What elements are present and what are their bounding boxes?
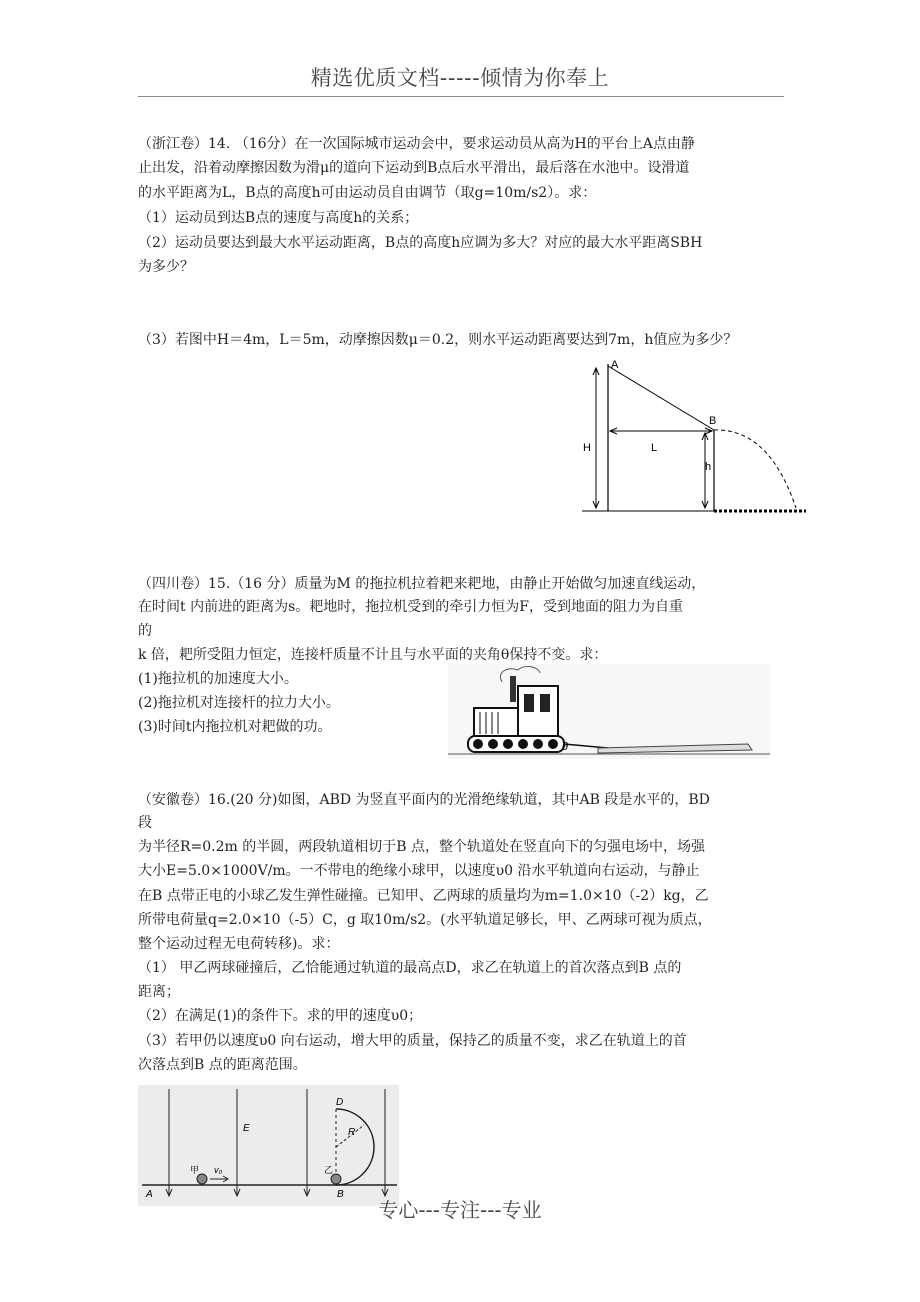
- q14-line: （浙江卷）14. （16分）在一次国际城市运动会中，要求运动员从高为H的平台上A点由静: [138, 136, 695, 152]
- q16-line: 整个运动过程无电荷转移)。求：: [138, 936, 340, 952]
- label-v0: v₀: [214, 1165, 223, 1175]
- q16-track-diagram: [138, 1085, 399, 1206]
- q15-tractor-illustration: [448, 664, 770, 759]
- track-wheel: [548, 739, 558, 749]
- track-wheel: [518, 739, 528, 749]
- slide-AB: [608, 366, 717, 430]
- q16-line: 为半径R=0.2m 的半圆，两段轨道相切于B 点，整个轨道处在竖直向下的匀强电场中，场强: [138, 839, 705, 855]
- q15-line: (1)拖拉机的加速度大小。: [138, 671, 298, 687]
- label-R: R: [348, 1127, 356, 1138]
- q16-line: （2）在满足(1)的条件下。求的甲的速度υ0；: [138, 1008, 423, 1024]
- track-wheel: [533, 739, 543, 749]
- q14-line: （3）若图中H＝4m，L＝5m，动摩擦因数μ＝0.2，则水平运动距离要达到7m，h值应为多少？: [138, 332, 738, 348]
- track-wheel: [503, 739, 513, 749]
- page-footer: 专心---专注---专业: [378, 1198, 542, 1222]
- q16-line: 距离；: [138, 984, 180, 1000]
- header-divider: [138, 96, 784, 97]
- q16-line: 段: [138, 815, 152, 831]
- q14-slide-diagram: [574, 356, 808, 518]
- engine-hood: [474, 708, 518, 738]
- label-h: h: [705, 461, 712, 473]
- q15-line: (3)时间t内拖拉机对耙做的功。: [138, 719, 332, 735]
- q15-line: (2)拖拉机对连接杆的拉力大小。: [138, 695, 340, 711]
- q14-line: （1）运动员到达B点的速度与高度h的关系；: [138, 210, 419, 226]
- q15-line: 的: [138, 623, 152, 639]
- q16-line: （1） 甲乙两球碰撞后，乙恰能通过轨道的最高点D，求乙在轨道上的首次落点到B 点的: [138, 960, 682, 976]
- q14-line: 的水平距离为L，B点的高度h可由运动员自由调节（取g=10m/s2）。求：: [138, 185, 597, 201]
- label-A: A: [146, 1189, 153, 1200]
- q15-line: （四川卷）15.（16 分）质量为M 的拖拉机拉着耙来耙地，由静止开始做匀加速直线运动，: [138, 576, 706, 592]
- label-jia: 甲: [190, 1165, 200, 1175]
- q15-line: k 倍，耙所受阻力恒定，连接杆质量不计且与水平面的夹角θ保持不变。求：: [138, 647, 608, 663]
- q16-line: 在B 点带正电的小球乙发生弹性碰撞。已知甲、乙两球的质量均为m=1.0×10（-2）kg，乙: [138, 888, 709, 904]
- cab-window: [540, 694, 550, 712]
- q14-line: 为多少？: [138, 259, 194, 275]
- label-L: L: [651, 442, 658, 454]
- diagram-background: [138, 1085, 399, 1206]
- q16-line: （安徽卷）16.(20 分)如图，ABD 为竖直平面内的光滑绝缘轨道，其中AB 段是水平的，BD: [138, 792, 710, 808]
- exhaust-pipe: [510, 676, 516, 702]
- label-B: B: [709, 415, 717, 427]
- label-B: B: [337, 1189, 344, 1200]
- cab-window: [524, 694, 534, 712]
- page-header: 精选优质文档-----倾情为你奉上: [310, 66, 610, 90]
- ball-jia: [197, 1174, 207, 1184]
- label-H: H: [583, 442, 591, 454]
- label-D: D: [336, 1097, 344, 1108]
- q16-line: 次落点到B 点的距离范围。: [138, 1057, 307, 1073]
- trajectory-curve: [714, 430, 796, 508]
- label-theta: θ: [562, 741, 568, 753]
- q15-line: 在时间t 内前进的距离为s。耙地时，拖拉机受到的牵引力恒为F，受到地面的阻力为自重: [138, 599, 683, 615]
- track-wheel: [488, 739, 498, 749]
- label-A: A: [611, 359, 619, 371]
- q16-line: （3）若甲仍以速度υ0 向右运动，增大甲的质量，保持乙的质量不变，求乙在轨道上的首: [138, 1033, 687, 1049]
- label-yi: 乙: [324, 1165, 334, 1175]
- track-wheel: [473, 739, 483, 749]
- q16-line: 所带电荷量q=2.0×10（-5）C，g 取10m/s2。(水平轨道足够长，甲、乙两球可视为质点，: [138, 912, 712, 928]
- q14-line: （2）运动员要达到最大水平运动距离，B点的高度h应调为多大？对应的最大水平距离SBH: [138, 235, 703, 251]
- q14-line: 止出发，沿着动摩擦因数为滑μ的道向下运动到B点后水平滑出，最后落在水池中。设滑道: [138, 160, 690, 176]
- q16-line: 大小E=5.0×1000V/m。一不带电的绝缘小球甲，以速度υ0 沿水平轨道向右运动，与静止: [138, 863, 700, 879]
- ball-yi: [331, 1174, 341, 1184]
- label-E: E: [243, 1123, 250, 1134]
